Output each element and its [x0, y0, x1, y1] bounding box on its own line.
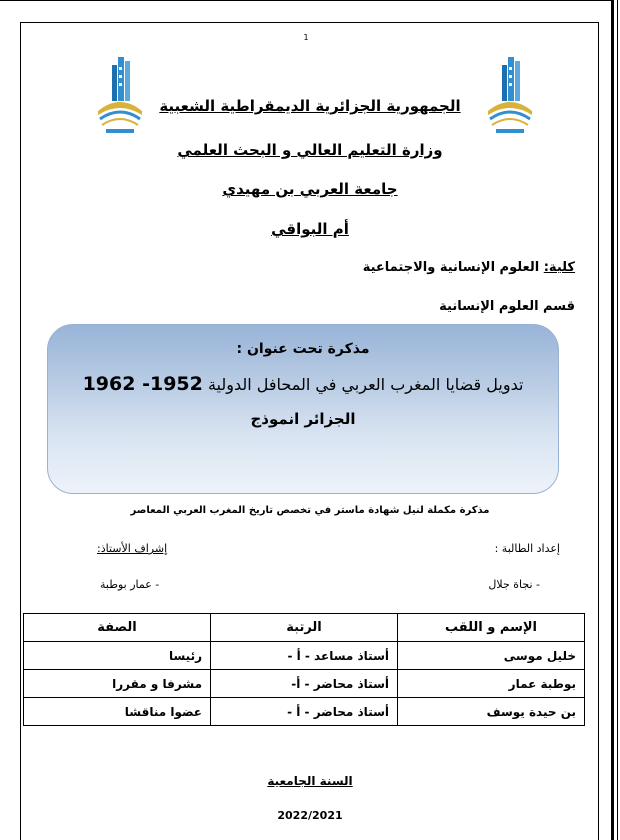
jury-header-row	[24, 614, 585, 642]
jury-rank: أستاذ محاضر - أ -	[211, 698, 398, 726]
thesis-title-text: تدويل قضايا المغرب العربي في المحافل الدولية	[202, 375, 524, 394]
header-name: الإسم و اللقب	[398, 614, 585, 642]
supervisor-name: - عمار بوطبة	[100, 578, 160, 591]
department-line: قسم العلوم الإنسانية	[439, 299, 575, 314]
border-top	[20, 22, 599, 23]
university-logo-left	[92, 53, 148, 139]
table-row	[24, 642, 585, 670]
university-heading: جامعة العربي بن مهيدي	[222, 180, 398, 198]
title-intro: مذكرة تحت عنوان :	[236, 341, 370, 357]
academic-year-value: 2022/2021	[277, 809, 343, 822]
ministry-heading: وزارة التعليم العالي و البحث العلمي	[177, 141, 443, 159]
student-name: - نجاة جلال	[488, 578, 540, 591]
faculty-value: العلوم الإنسانية والاجتماعية	[362, 260, 544, 275]
faculty-line	[363, 260, 575, 275]
page-frame-right	[611, 0, 614, 840]
jury-name: خليل موسى	[398, 642, 585, 670]
thesis-subtitle: الجزائر انموذج	[250, 410, 356, 428]
jury-name: بوطبة عمار	[398, 670, 585, 698]
jury-role: رئيسا	[24, 642, 211, 670]
jury-table	[23, 613, 585, 726]
page-number: 1	[303, 33, 309, 42]
university-logo-right	[482, 53, 538, 139]
degree-note: مذكرة مكملة لنيل شهادة ماستر في تخصص تاريخ المغرب العربي المعاصر	[130, 505, 490, 516]
jury-rank: أستاذ مساعد - أ -	[211, 642, 398, 670]
faculty-label: كلية:	[543, 260, 575, 275]
header-role: الصفة	[24, 614, 211, 642]
thesis-title-box	[47, 324, 559, 494]
jury-role: مشرفا و مقررا	[24, 670, 211, 698]
table-row	[24, 670, 585, 698]
thesis-title	[48, 373, 558, 395]
page-frame-right-thin	[617, 0, 618, 840]
republic-heading: الجمهورية الجزائرية الديمقراطية الشعبية	[159, 97, 461, 115]
jury-role: عضوا مناقشا	[24, 698, 211, 726]
table-row	[24, 698, 585, 726]
prepared-by-label: إعداد الطالبة :	[494, 542, 560, 555]
page-frame-top	[0, 0, 612, 1]
city-heading: أم البواقي	[271, 220, 349, 238]
jury-name: بن حيدة يوسف	[398, 698, 585, 726]
jury-rank: أستاذ محاضر - أ-	[211, 670, 398, 698]
thesis-year-range: 1952- 1962	[82, 373, 203, 395]
supervised-by-label: إشراف الأستاذ:	[97, 542, 168, 555]
header-rank: الرتبة	[211, 614, 398, 642]
academic-year-label: السنة الجامعية	[267, 774, 353, 788]
